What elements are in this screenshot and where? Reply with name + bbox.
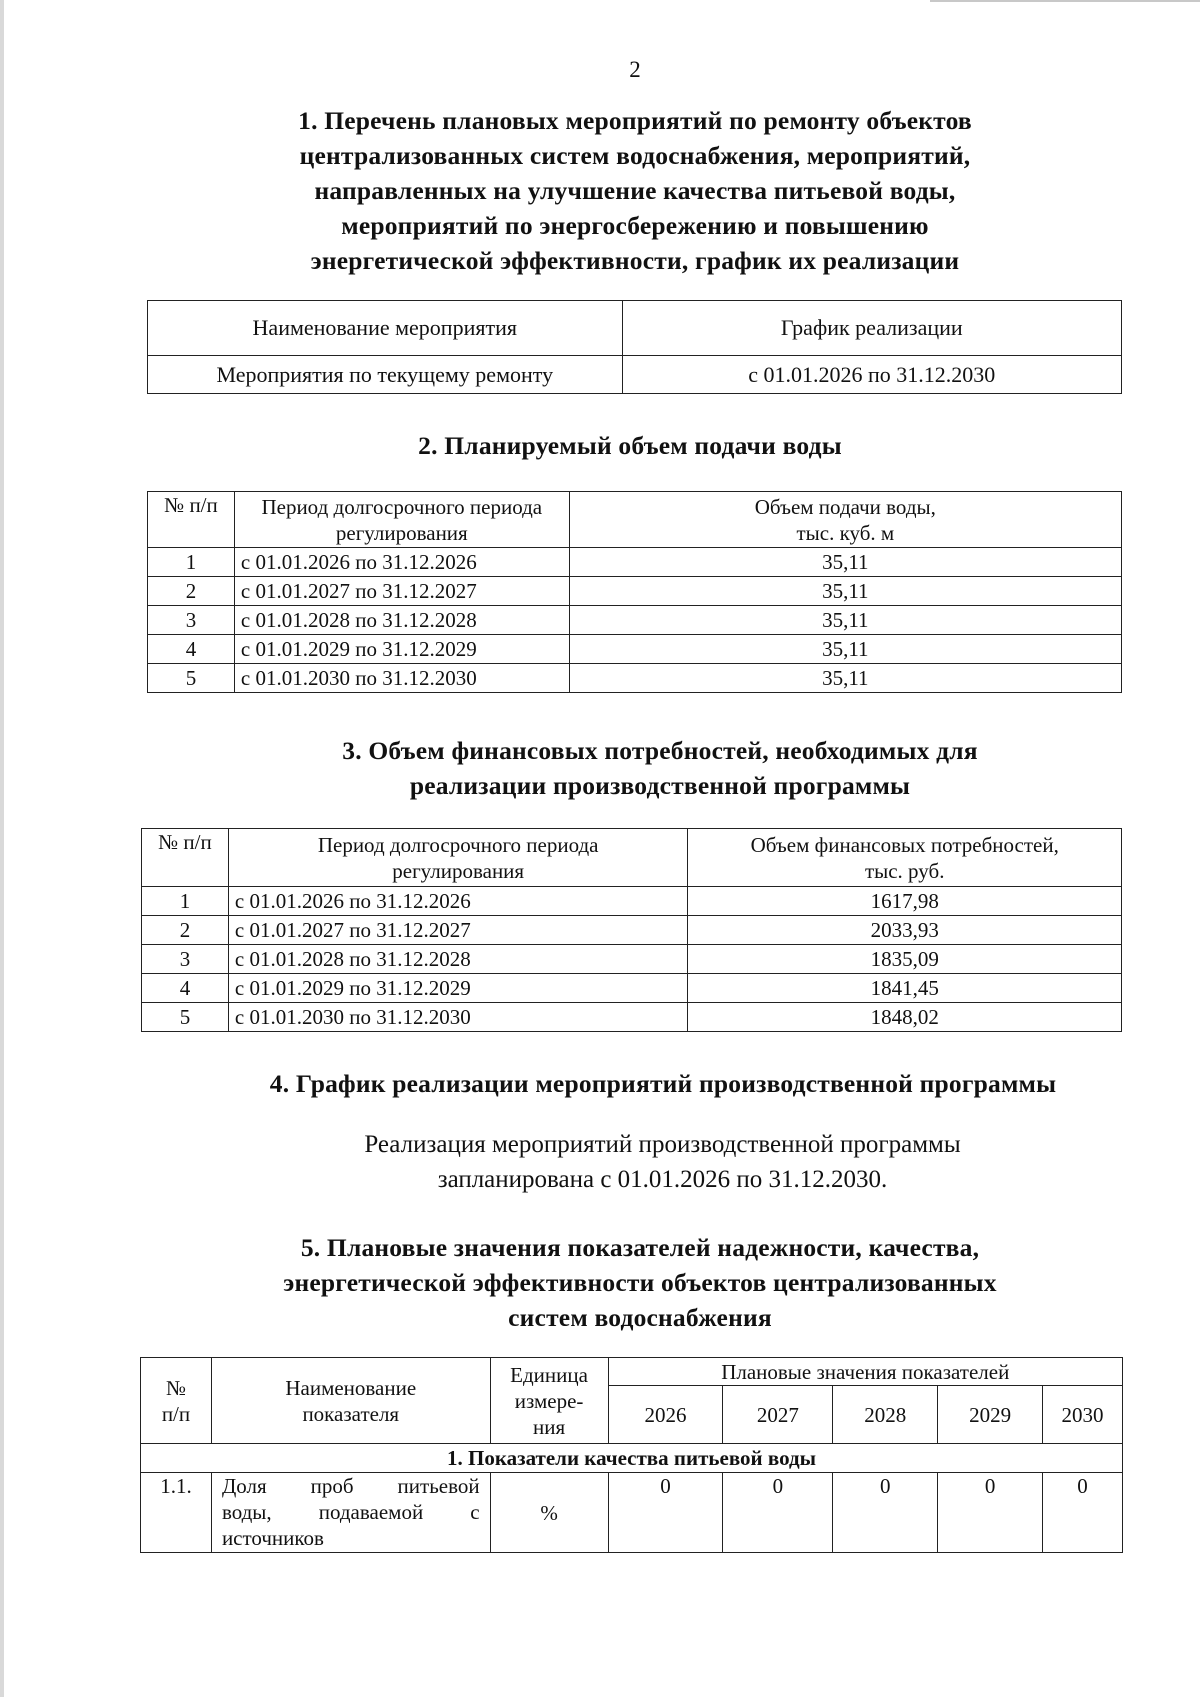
header-plan-values: Плановые значения показателей [608,1358,1122,1386]
header-year: 2030 [1043,1386,1123,1444]
row-indicator-name: Доля проб питьевой воды, подаваемой с источников [211,1473,490,1553]
row-value: 0 [723,1473,833,1553]
header-year: 2027 [723,1386,833,1444]
row-value: 0 [938,1473,1043,1553]
row-period: с 01.01.2028 по 31.12.2028 [234,606,569,635]
header-financial: Объем финансовых потребностей, тыс. руб. [688,829,1122,887]
row-period: с 01.01.2026 по 31.12.2026 [234,548,569,577]
table-group-row [141,1444,1123,1473]
header-period: Период долгосрочного периода регулирования [234,492,569,548]
row-value: 1835,09 [688,945,1122,974]
table-row [142,974,1122,1003]
table-row [148,606,1122,635]
row-period: с 01.01.2029 по 31.12.2029 [234,635,569,664]
group-title: 1. Показатели качества питьевой воды [141,1444,1123,1473]
row-num: 2 [148,577,235,606]
row-num: 3 [142,945,229,974]
scan-top-edge [930,0,1200,2]
section4-title: 4. График реализации мероприятий производственной программы [269,1069,1057,1098]
row-num: 1 [142,887,229,916]
row-period: с 01.01.2026 по 31.12.2026 [228,887,688,916]
row-value: 2033,93 [688,916,1122,945]
row-num: 1.1. [141,1473,212,1553]
section4-text: Реализация мероприятий производственной программы запланирована с 01.01.2026 по 31.12.2030. [364,1131,961,1193]
table-header-row [148,492,1122,548]
row-value: 0 [833,1473,938,1553]
activities-table [147,300,1122,394]
section2-title: 2. Планируемый объем подачи воды [418,431,842,460]
section3-title: 3. Объем финансовых потребностей, необходимых для реализации производственной программы [342,736,978,800]
activity-name-cell: Мероприятия по текущему ремонту [148,356,623,394]
header-schedule: График реализации [622,301,1121,356]
row-value: 0 [1043,1473,1123,1553]
table-row [148,548,1122,577]
table-header-row [148,301,1122,356]
row-value: 35,11 [569,635,1121,664]
schedule-cell: с 01.01.2026 по 31.12.2030 [622,356,1121,394]
table-row [148,664,1122,693]
page-number: 2 [629,57,641,82]
water-volume-table [147,491,1122,693]
row-num: 5 [148,664,235,693]
row-period: с 01.01.2030 по 31.12.2030 [234,664,569,693]
table-row [141,1473,1123,1553]
row-value: 1848,02 [688,1003,1122,1032]
table-row [148,635,1122,664]
row-value: 35,11 [569,606,1121,635]
row-unit: % [490,1473,608,1553]
row-period: с 01.01.2027 по 31.12.2027 [228,916,688,945]
table-row [148,356,1122,394]
table-row [142,887,1122,916]
header-indicator-name: Наименование показателя [211,1358,490,1444]
header-year: 2026 [608,1386,723,1444]
section1-title: 1. Перечень плановых мероприятий по ремонту объектов централизованных систем водоснабжения, мероприятий, направленных на улучшение качества питьевой воды, мероприятий по энергосбережению и повышению энергетической эффективности, график их реализации [298,106,972,275]
header-num: № п/п [141,1358,212,1444]
header-unit: Единица измере- ния [490,1358,608,1444]
row-value: 35,11 [569,548,1121,577]
row-num: 2 [142,916,229,945]
header-num: № п/п [148,492,235,548]
row-value: 1841,45 [688,974,1122,1003]
row-value: 0 [608,1473,723,1553]
table-row [142,1003,1122,1032]
header-year: 2028 [833,1386,938,1444]
row-num: 5 [142,1003,229,1032]
row-period: с 01.01.2029 по 31.12.2029 [228,974,688,1003]
row-num: 4 [142,974,229,1003]
row-num: 3 [148,606,235,635]
table-row [142,916,1122,945]
table-header-row [141,1358,1123,1386]
header-period: Период долгосрочного периода регулирования [228,829,688,887]
table-header-row [142,829,1122,887]
indicators-table [140,1357,1123,1553]
table-row [142,945,1122,974]
row-period: с 01.01.2030 по 31.12.2030 [228,1003,688,1032]
row-value: 35,11 [569,664,1121,693]
section5-title: 5. Плановые значения показателей надежности, качества, энергетической эффективности объектов централизованных систем водоснабжения [283,1233,997,1332]
row-num: 1 [148,548,235,577]
row-num: 4 [148,635,235,664]
header-year: 2029 [938,1386,1043,1444]
row-value: 1617,98 [688,887,1122,916]
row-period: с 01.01.2028 по 31.12.2028 [228,945,688,974]
table-row [148,577,1122,606]
header-num: № п/п [142,829,229,887]
row-period: с 01.01.2027 по 31.12.2027 [234,577,569,606]
financial-needs-table [141,828,1122,1032]
header-volume: Объем подачи воды, тыс. куб. м [569,492,1121,548]
row-value: 35,11 [569,577,1121,606]
header-activity-name: Наименование мероприятия [148,301,623,356]
